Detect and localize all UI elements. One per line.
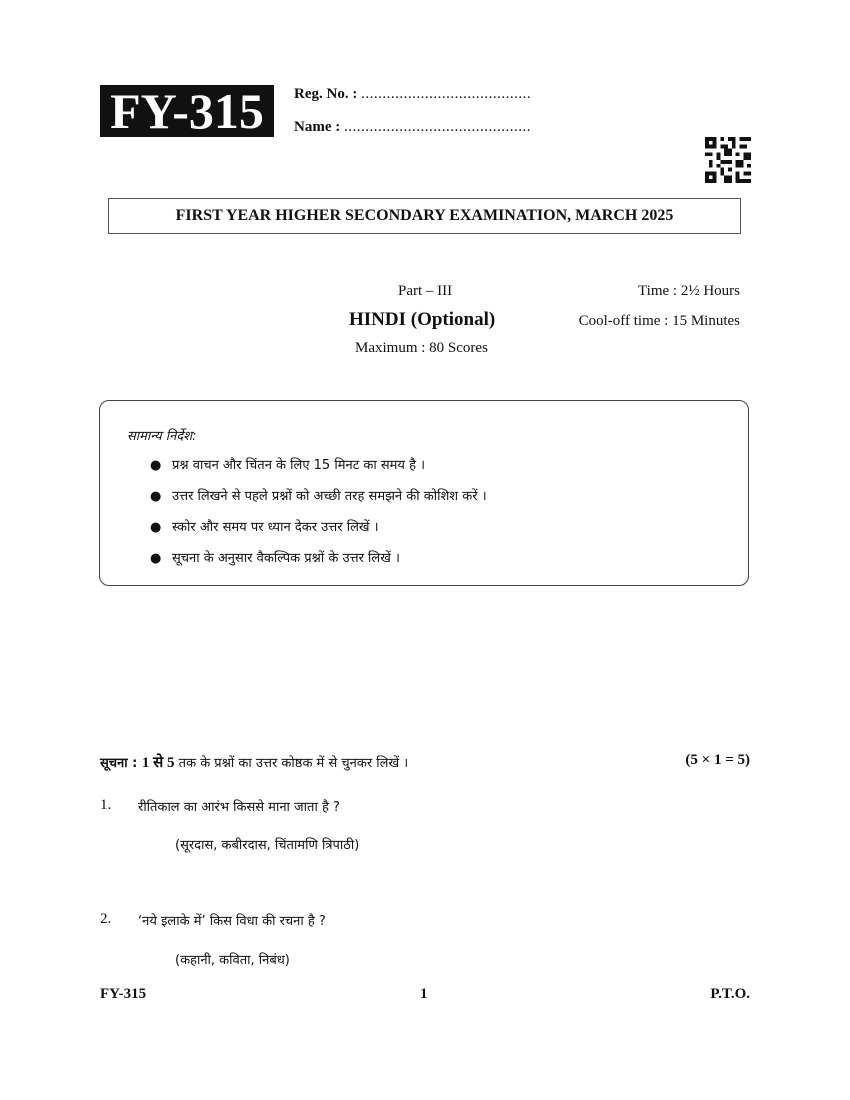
name-dots: ............................................ bbox=[343, 119, 531, 135]
part-label: Part – III bbox=[398, 283, 453, 299]
question-number: 1. bbox=[100, 797, 112, 813]
instruction-item: ● स्कोर और समय पर ध्यान देकर उत्तर लिखें । bbox=[150, 519, 487, 550]
max-scores: Maximum : 80 Scores bbox=[355, 340, 488, 356]
reg-no-field bbox=[294, 86, 531, 103]
reg-no-dots: ........................................ bbox=[361, 86, 532, 102]
footer-code: FY-315 bbox=[100, 986, 147, 1002]
bullet-icon: ● bbox=[150, 551, 162, 566]
subject-title: HINDI (Optional) bbox=[349, 309, 496, 330]
pto-label: P.T.O. bbox=[710, 986, 750, 1002]
bullet-icon: ● bbox=[150, 458, 162, 473]
page-number: 1 bbox=[420, 986, 428, 1002]
qr-code-icon bbox=[705, 137, 751, 183]
name-label: Name : bbox=[294, 119, 341, 135]
reg-no-label: Reg. No. : bbox=[294, 86, 358, 102]
question-options: (सूरदास, कबीरदास, चिंतामणि त्रिपाठी) bbox=[175, 838, 360, 853]
bullet-icon: ● bbox=[150, 489, 162, 504]
instruction-item: ● उत्तर लिखने से पहले प्रश्नों को अच्छी तरह समझने की कोशिश करें । bbox=[150, 488, 487, 519]
question-text: ‘नये इलाके में’ किस विधा की रचना है ? bbox=[138, 914, 326, 929]
question-options: (कहानी, कविता, निबंध) bbox=[175, 953, 290, 968]
note-label: सूचना : bbox=[100, 756, 142, 771]
general-instructions-box bbox=[99, 400, 749, 586]
instruction-item: ● सूचना के अनुसार वैकल्पिक प्रश्नों के उत्तर लिखें । bbox=[150, 550, 487, 581]
time-allowed: Time : 2½ Hours bbox=[638, 283, 740, 299]
instruction-item: ● प्रश्न वाचन और चिंतन के लिए 15 मिनट का समय है । bbox=[150, 457, 487, 488]
instructions-title: सामान्य निर्देश: bbox=[127, 429, 197, 444]
instructions-list bbox=[150, 457, 487, 581]
section-marks: (5 × 1 = 5) bbox=[685, 752, 750, 768]
paper-code-badge: FY-315 bbox=[100, 85, 274, 137]
question-number: 2. bbox=[100, 911, 112, 927]
note-text: तक के प्रश्नों का उत्तर कोष्ठक में से चुनकर लिखें । bbox=[174, 756, 409, 771]
exam-title: FIRST YEAR HIGHER SECONDARY EXAMINATION, MARCH 2025 bbox=[108, 198, 741, 234]
bullet-icon: ● bbox=[150, 520, 162, 535]
section-note bbox=[100, 752, 408, 772]
note-range: 1 से 5 bbox=[141, 755, 175, 771]
cool-off-time: Cool-off time : 15 Minutes bbox=[578, 313, 740, 329]
name-field bbox=[294, 119, 531, 136]
question-text: रीतिकाल का आरंभ किससे माना जाता है ? bbox=[138, 800, 340, 815]
